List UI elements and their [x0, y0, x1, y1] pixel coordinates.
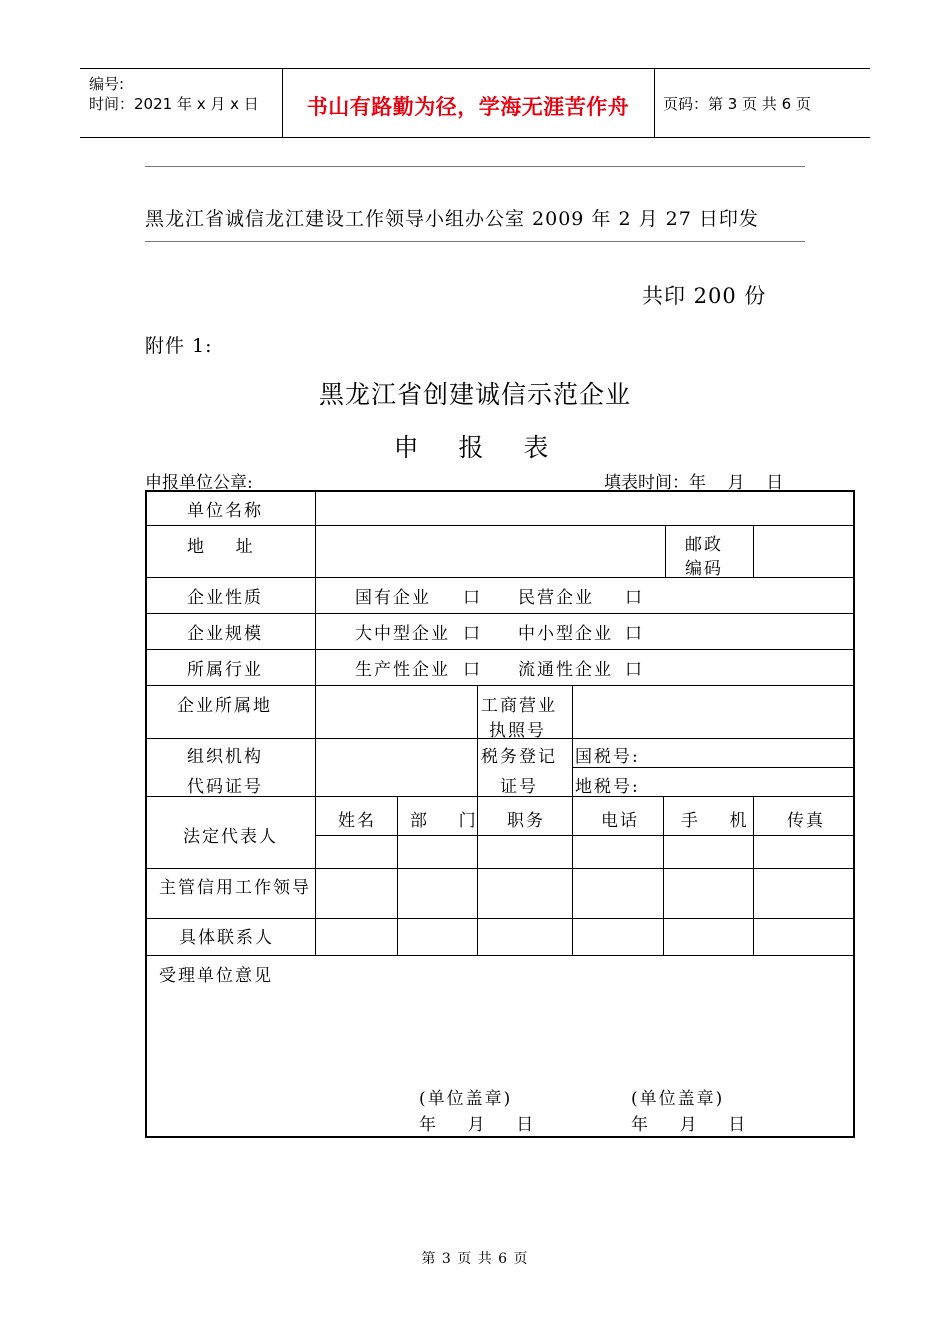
option-small: 中小型企业: [518, 624, 613, 644]
header-page-label: 页码：第 3 页 共 6 页: [663, 95, 811, 113]
label-postal-2: 编码: [685, 559, 723, 579]
option-state-owned: 国有企业: [355, 588, 431, 608]
page-header: [80, 68, 870, 138]
label-nature: 企业性质: [187, 588, 263, 608]
document-time-label: 时间：2021 年 x 月 x 日: [89, 95, 259, 113]
checkbox-circulation[interactable]: 口: [625, 660, 644, 680]
fill-time-label: 填表时间：年 月 日: [604, 473, 784, 493]
header-motto: [282, 69, 655, 137]
date-right: 年 月 日: [631, 1115, 748, 1135]
document-number-label: 编号:: [89, 75, 125, 93]
option-production: 生产性企业: [355, 660, 450, 680]
checkbox-production[interactable]: 口: [463, 660, 482, 680]
form-subtitle: 申 报 表: [393, 433, 557, 462]
option-circulation: 流通性企业: [518, 660, 613, 680]
attachment-label: 附件 1:: [145, 335, 213, 357]
label-tax-2: 证号: [500, 777, 538, 797]
label-credit-leader: 主管信用工作领导: [159, 878, 311, 898]
label-license-2: 执照号: [489, 721, 546, 741]
label-org-code-2: 代码证号: [187, 777, 263, 797]
input-address[interactable]: [317, 527, 663, 576]
col-name: 姓名: [338, 811, 376, 831]
col-mobile: 手 机: [681, 811, 749, 831]
label-industry: 所属行业: [187, 660, 263, 680]
label-local-tax: 地税号:: [575, 777, 640, 797]
checkbox-state-owned[interactable]: 口: [463, 588, 482, 608]
col-phone: 电话: [601, 811, 639, 831]
header-meta: [80, 69, 283, 137]
page-footer: 第 3 页 共 6 页: [421, 1251, 529, 1267]
checkbox-large[interactable]: 口: [463, 624, 482, 644]
label-org-code-1: 组织机构: [187, 747, 263, 767]
label-location: 企业所属地: [177, 696, 272, 716]
divider-top: [145, 166, 805, 167]
header-page: [654, 69, 870, 137]
option-large: 大中型企业: [355, 624, 450, 644]
application-form-table: [145, 490, 855, 1138]
label-legal-rep: 法定代表人: [183, 827, 278, 847]
copies-count: 共印 200 份: [642, 284, 767, 308]
label-national-tax: 国税号:: [575, 747, 640, 767]
label-license-1: 工商营业: [481, 696, 557, 716]
input-location[interactable]: [317, 687, 475, 737]
col-dept: 部 门: [410, 811, 478, 831]
label-opinion: 受理单位意见: [159, 966, 273, 986]
label-unit-name: 单位名称: [187, 501, 263, 521]
label-tax-1: 税务登记: [481, 747, 557, 767]
input-postal-code[interactable]: [755, 527, 851, 576]
motto-text: 书山有路勤为径，学海无涯苦作舟: [306, 95, 630, 119]
checkbox-small[interactable]: 口: [625, 624, 644, 644]
divider-bottom: [145, 241, 805, 242]
option-private: 民营企业: [518, 588, 594, 608]
form-title: 黑龙江省创建诚信示范企业: [318, 380, 631, 409]
label-contact: 具体联系人: [179, 928, 274, 948]
stamp-right: (单位盖章): [631, 1089, 725, 1109]
input-license-number[interactable]: [574, 687, 851, 737]
input-unit-name[interactable]: [317, 494, 851, 524]
label-postal-1: 邮政: [685, 535, 723, 555]
checkbox-private[interactable]: 口: [625, 588, 644, 608]
issuer-line: 黑龙江省诚信龙江建设工作领导小组办公室 2009 年 2 月 27 日印发: [145, 208, 759, 230]
date-left: 年 月 日: [419, 1115, 536, 1135]
col-fax: 传真: [787, 811, 825, 831]
col-title: 职务: [507, 811, 545, 831]
stamp-left: (单位盖章): [419, 1089, 513, 1109]
label-scale: 企业规模: [187, 624, 263, 644]
label-address: 地 址: [187, 537, 255, 557]
input-opinion[interactable]: [149, 987, 851, 1077]
input-org-code[interactable]: [317, 740, 475, 795]
seal-label: 申报单位公章:: [145, 473, 253, 493]
